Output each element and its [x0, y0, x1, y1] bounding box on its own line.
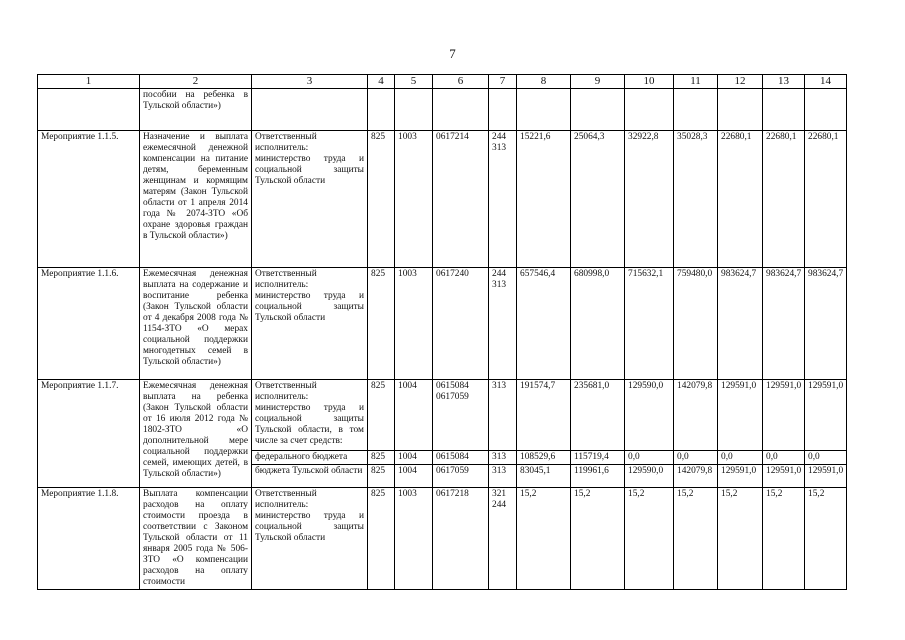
table-cell: 313	[489, 380, 517, 451]
table-cell	[433, 89, 489, 131]
table-cell: 321 244	[489, 488, 517, 590]
col-header: 4	[368, 75, 395, 89]
table-cell: 15,2	[571, 488, 625, 590]
table-cell: 983624,7	[805, 268, 847, 380]
table-row	[38, 488, 847, 590]
table-row	[38, 131, 847, 268]
table-cell: 15,2	[517, 488, 571, 590]
table-cell: 15221,6	[517, 131, 571, 268]
table-cell: 0615084	[433, 451, 489, 465]
table-cell: 0,0	[674, 451, 718, 465]
table-cell: 142079,8	[674, 465, 718, 488]
row-label: Мероприятие 1.1.6.	[38, 268, 140, 380]
table-cell: 129591,0	[718, 465, 763, 488]
table-cell: 129591,0	[805, 380, 847, 451]
col-header: 5	[395, 75, 433, 89]
table-cell: 129591,0	[718, 380, 763, 451]
table-cell: 244 313	[489, 268, 517, 380]
table-cell: 35028,3	[674, 131, 718, 268]
table-cell: 83045,1	[517, 465, 571, 488]
col-header: 6	[433, 75, 489, 89]
table-cell: 22680,1	[718, 131, 763, 268]
table-cell: 825	[368, 465, 395, 488]
col-header: 12	[718, 75, 763, 89]
table-cell	[763, 89, 805, 131]
col-header: 3	[252, 75, 368, 89]
table-cell: 825	[368, 451, 395, 465]
measure-description: пособии на ребенка в Тульской области»)	[140, 89, 252, 131]
table-cell: 142079,8	[674, 380, 718, 451]
col-header: 11	[674, 75, 718, 89]
table-cell: 657546,4	[517, 268, 571, 380]
table-cell: 22680,1	[805, 131, 847, 268]
table-cell: 825	[368, 131, 395, 268]
table-cell	[517, 89, 571, 131]
row-label: Мероприятие 1.1.5.	[38, 131, 140, 268]
table-cell: 129590,0	[625, 465, 674, 488]
table-cell: 680998,0	[571, 268, 625, 380]
executor: Ответственный исполнитель: министерство труда и социальной защиты Тульской области, в том числе за счет средств:	[252, 380, 368, 451]
table-cell	[571, 89, 625, 131]
col-header: 1	[38, 75, 140, 89]
program-table	[37, 74, 847, 590]
col-header: 8	[517, 75, 571, 89]
table-cell: 32922,8	[625, 131, 674, 268]
table-cell: 15,2	[805, 488, 847, 590]
table-cell: 825	[368, 268, 395, 380]
table-cell: 235681,0	[571, 380, 625, 451]
table-cell: 1004	[395, 451, 433, 465]
table-cell: 313	[489, 451, 517, 465]
row-label: Мероприятие 1.1.7.	[38, 380, 140, 488]
table-row	[38, 380, 847, 451]
col-header: 14	[805, 75, 847, 89]
table-cell: 1003	[395, 488, 433, 590]
table-cell: 313	[489, 465, 517, 488]
table-cell: 983624,7	[718, 268, 763, 380]
table-cell: 0,0	[718, 451, 763, 465]
col-header: 13	[763, 75, 805, 89]
table-row	[38, 268, 847, 380]
funding-source: бюджета Тульской области	[252, 465, 368, 488]
row-label: Мероприятие 1.1.8.	[38, 488, 140, 590]
table-cell	[395, 89, 433, 131]
measure-description: Ежемесячная денежная выплата на ребенка (Закон Тульской области от 16 июля 2012 года № 1802-ЗТО «О дополнительной мере социальной поддержки семей, имеющих детей, в Тульской области»)	[140, 380, 252, 488]
row-label	[38, 89, 140, 131]
table-cell: 119961,6	[571, 465, 625, 488]
table-cell: 0617214	[433, 131, 489, 268]
executor: Ответственный исполнитель: министерство труда и социальной защиты Тульской области	[252, 131, 368, 268]
table-cell: 1003	[395, 131, 433, 268]
col-header: 2	[140, 75, 252, 89]
table-cell: 244 313	[489, 131, 517, 268]
table-cell: 15,2	[674, 488, 718, 590]
table-cell: 1004	[395, 380, 433, 451]
executor	[252, 89, 368, 131]
table-cell: 983624,7	[763, 268, 805, 380]
table-cell: 759480,0	[674, 268, 718, 380]
table-cell: 15,2	[625, 488, 674, 590]
col-header: 7	[489, 75, 517, 89]
executor: Ответственный исполнитель: министерство труда и социальной защиты Тульской области	[252, 268, 368, 380]
table-cell: 22680,1	[763, 131, 805, 268]
table-cell: 15,2	[718, 488, 763, 590]
table-cell: 129590,0	[625, 380, 674, 451]
col-header: 9	[571, 75, 625, 89]
table-cell	[625, 89, 674, 131]
measure-description: Назначение и выплата ежемесячной денежной компенсации на питание детям, беременным женщинам и кормящим матерям (Закон Тульской области от 1 апреля 2014 года № 2074-ЗТО «Об охране здоровья граждан в Тульской области»)	[140, 131, 252, 268]
table-cell	[489, 89, 517, 131]
table-cell	[368, 89, 395, 131]
table-cell: 191574,7	[517, 380, 571, 451]
col-header: 10	[625, 75, 674, 89]
measure-description: Выплата компенсации расходов на оплату стоимости проезда в соответствии с Законом Тульской области от 11 января 2005 года № 506-ЗТО «О компенсации расходов на оплату стоимости	[140, 488, 252, 590]
page-number: 7	[449, 46, 456, 61]
table-cell: 129591,0	[763, 465, 805, 488]
table-cell: 0615084 0617059	[433, 380, 489, 451]
table-cell	[674, 89, 718, 131]
table-cell: 715632,1	[625, 268, 674, 380]
header-row	[38, 75, 847, 89]
measure-description: Ежемесячная денежная выплата на содержание и воспитание ребенка (Закон Тульской области от 4 декабря 2008 года № 1154-ЗТО «О мерах социальной поддержки многодетных семей в Тульской области»)	[140, 268, 252, 380]
table-cell: 0617059	[433, 465, 489, 488]
table-cell: 1004	[395, 465, 433, 488]
table-cell: 825	[368, 380, 395, 451]
executor: Ответственный исполнитель: министерство труда и социальной защиты Тульской области	[252, 488, 368, 590]
table-cell: 115719,4	[571, 451, 625, 465]
table-cell: 0617218	[433, 488, 489, 590]
table-row	[38, 89, 847, 131]
table-cell: 0,0	[805, 451, 847, 465]
table-cell: 825	[368, 488, 395, 590]
table-cell: 108529,6	[517, 451, 571, 465]
table-cell	[718, 89, 763, 131]
table-cell: 25064,3	[571, 131, 625, 268]
table-cell: 0617240	[433, 268, 489, 380]
table-cell: 129591,0	[805, 465, 847, 488]
funding-source: федерального бюджета	[252, 451, 368, 465]
table-cell: 0,0	[625, 451, 674, 465]
table-cell: 1003	[395, 268, 433, 380]
table-cell: 129591,0	[763, 380, 805, 451]
table-cell: 15,2	[763, 488, 805, 590]
table-cell: 0,0	[763, 451, 805, 465]
table-cell	[805, 89, 847, 131]
